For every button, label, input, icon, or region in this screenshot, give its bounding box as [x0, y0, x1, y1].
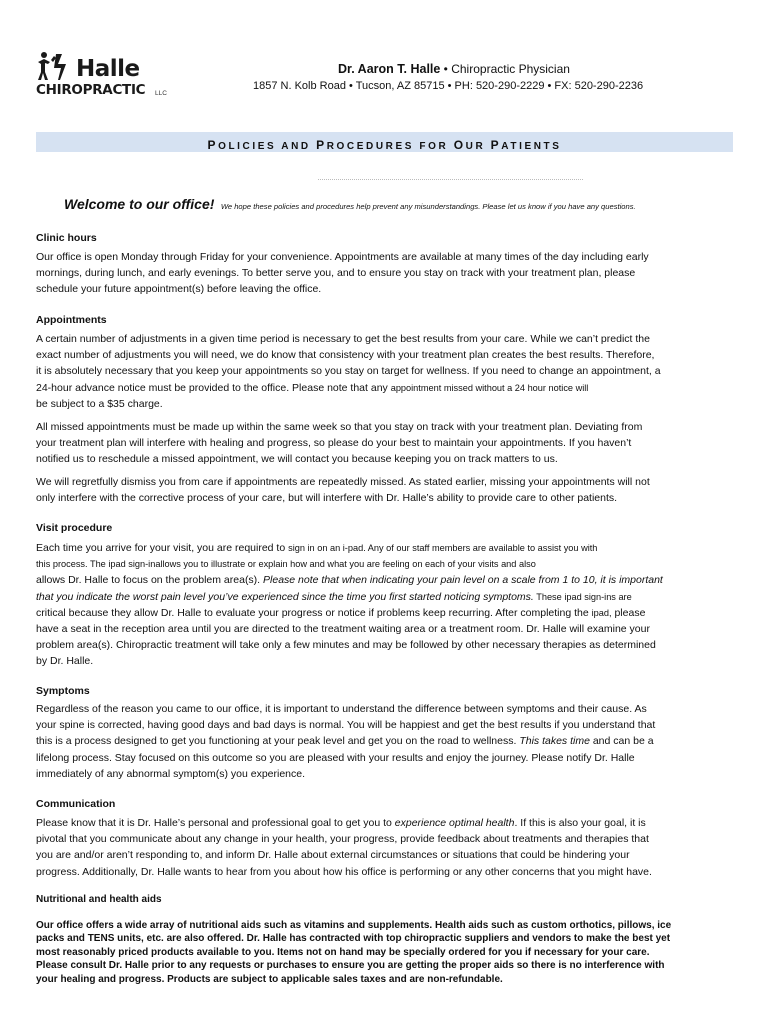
- header-bullet: •: [440, 62, 452, 76]
- nutritional-aids-paragraph: Our office offers a wide array of nutritional aids such as vitamins and supplements. Health aids such as custom orthotics, pillows, ice packs and TENS units, etc. are also offered. Dr. Halle has contracted with top chiropractic suppliers and vendors to make the best yet most reasonably priced products available to you. Items not on hand may be specially ordered for you if necessary for your care. Please consult Dr. Halle prior to any requests or purchases to ensure you are getting the proper aids so there is no interference with your healing and progress. Products are subject to applicable sales taxes and are non-refundable.: [36, 920, 672, 985]
- symptoms-paragraph: Regardless of the reason you came to our office, it is important to understand the difference between symptoms and their cause. As your spine is corrected, having good days and bad days is normal. You will be happiest and get the best results if you understand that this is a process designed to get you functioning at your peak level and get you on the road to wellness. This takes time and can be a lifelong process. Stay focused on this outcome so you are pleased with your results and enjoy the journey. Please notify Dr. Halle immediately of any abnormal symptom(s) you experience.: [36, 703, 656, 780]
- appointments-paragraph: A certain number of adjustments in a given time period is necessary to get the best results from your care. While we can’t predict the exact number of adjustments you will need, we do know that consistency with your treatment plan creates the best results. Therefore, it is absolutely necessary that you keep your appointments so you stay on target for wellness. If you need to change an appointment, a 24-hour advance notice must be provided to the office. Please note that any appointment missed without a 24 hour notice will be subject to a $35 charge.: [36, 333, 661, 410]
- communication-heading: Communication: [36, 798, 116, 810]
- doctor-line: [0, 62, 770, 76]
- doctor-name: Dr. Aaron T. Halle: [338, 62, 441, 76]
- page-title-bar: [36, 132, 733, 152]
- logo-llc-text: LLC: [155, 90, 167, 97]
- welcome-heading: Welcome to our office!: [64, 196, 215, 212]
- logo-brand-text: Halle: [76, 56, 140, 82]
- welcome-note: We hope these policies and procedures help prevent any misunderstandings. Please let us know if you have any questions.: [220, 202, 636, 211]
- visit-procedure-heading: Visit procedure: [36, 522, 113, 534]
- appointments-heading: Appointments: [36, 314, 107, 326]
- clinic-hours-heading: Clinic hours: [36, 232, 97, 244]
- doctor-title: Chiropractic Physician: [451, 62, 570, 76]
- visit-procedure-paragraph: Each time you arrive for your visit, you are required to sign in on an i-pad. Any of our staff members are available to assist you with this process. The ipad sign-inallows you to illustrate or explain how and what you are feeling on each of your visits and also allows Dr. Halle to focus on the problem area(s). Please note that when indicating your pain level on a scale from 1 to 10, it is important that you indicate the worst pain level you’ve experienced since the time you first started noticing symptoms. These ipad sign-ins are critical because they allow Dr. Halle to evaluate your progress or notice if problems keep recurring. After completing the ipad, please have a seat in the reception area until you are directed to the treatment waiting area or a treatment room. Dr. Halle will examine your problem area(s). Chiropractic treatment will take only a few minutes and may be followed by other necessary therapies as determined by Dr. Halle.: [36, 542, 663, 668]
- nutritional-aids-heading: Nutritional and health aids: [36, 894, 162, 905]
- address-line: 1857 N. Kolb Road • Tucson, AZ 85715 • PH: 520-290-2229 • FX: 520-290-2236: [253, 80, 644, 92]
- page-title: POLICIES AND PROCEDURES FOR OUR PATIENTS: [207, 138, 562, 152]
- symptoms-heading: Symptoms: [36, 685, 90, 697]
- welcome-line: [64, 196, 636, 214]
- clinic-hours-paragraph: Our office is open Monday through Friday for your convenience. Appointments are available at many times of the day including early mornings, during lunch, and early evenings. To better serve you, and to ensure you stay on track with your treatment plan, please schedule your future appointment(s) before leaving the office.: [36, 251, 649, 296]
- divider: [318, 179, 583, 180]
- dismissal-paragraph: We will regretfully dismiss you from care if appointments are repeatedly missed. As stated earlier, missing your appointments will not only interfere with the corrective process of your care, but will interfere with Dr. Halle’s ability to provide care to other patients.: [36, 476, 650, 505]
- communication-paragraph: Please know that it is Dr. Halle’s personal and professional goal to get you to experience optimal health. If this is also your goal, it is pivotal that you communicate about any change in your health, your progress, provide feedback about treatments and therapies that you are and/or aren’t responding to, and inform Dr. Halle about external circumstances or situations that could be hindering your progress. Additionally, Dr. Halle wants to hear from you about how his office is performing or any other concerns that you might have.: [36, 817, 652, 878]
- missed-appointments-paragraph: All missed appointments must be made up within the same week so that you stay on track with your treatment plan. Deviating from your treatment plan will interfere with healing and progress, so please do your best to maintain your appointments. If you haven’t notified us to reschedule a missed appointment, we will contact you because keeping you on track matters to us.: [36, 421, 643, 466]
- logo-sub-text: CHIROPRACTIC: [36, 82, 146, 98]
